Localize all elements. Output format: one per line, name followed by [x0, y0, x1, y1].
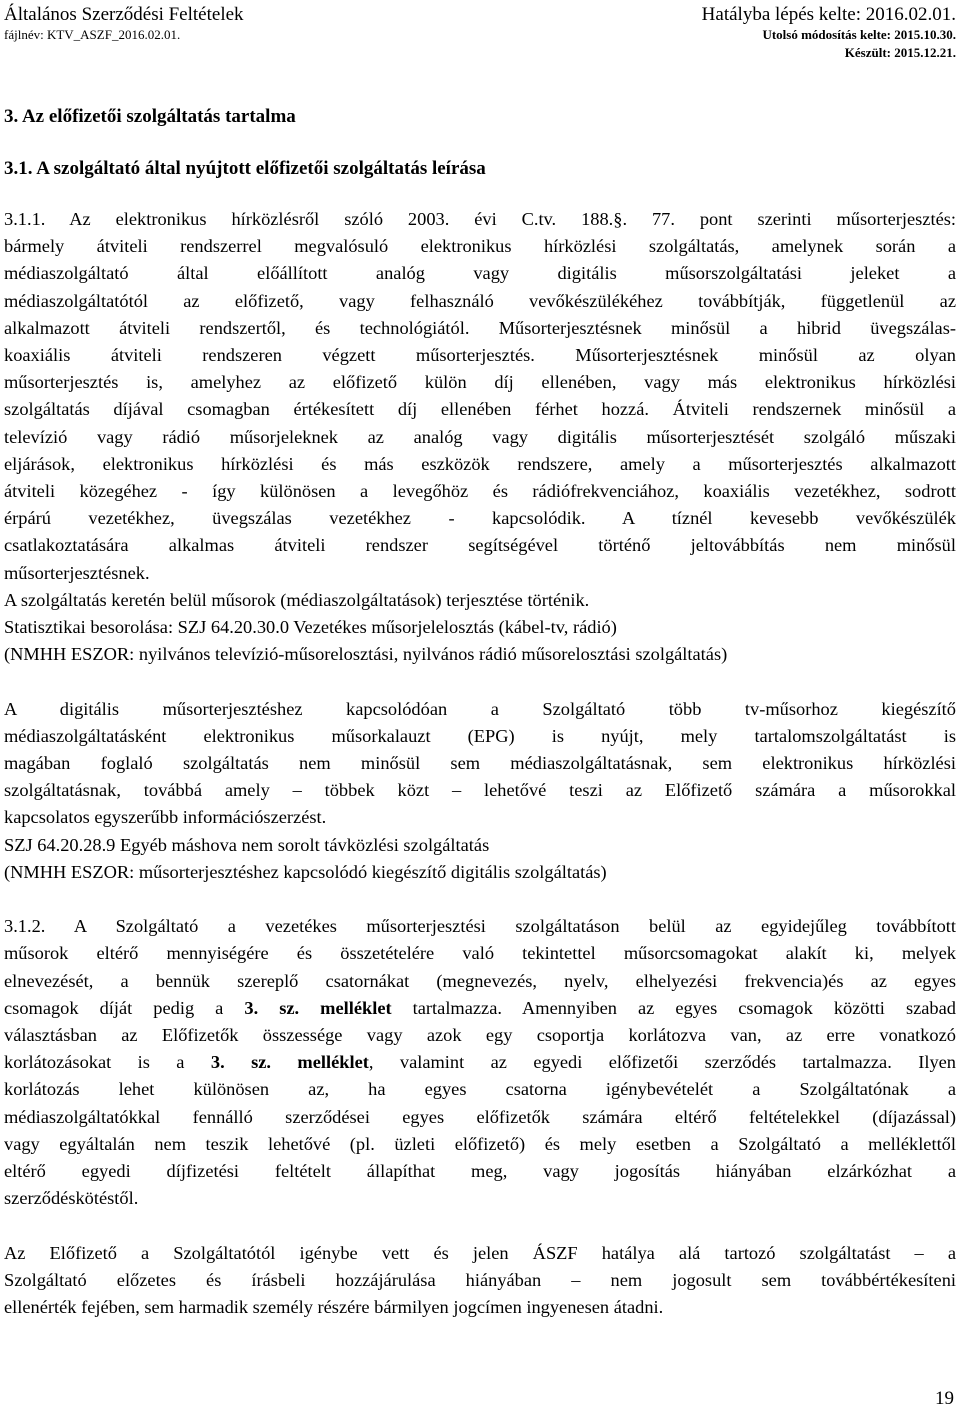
text-line: választásban az Előfizetők összessége vagy azok egy csoportja korlátozva van, az erre vonatkozó [4, 1025, 956, 1046]
text-line: műsorterjesztésnek. [4, 562, 150, 583]
text-line: SZJ 64.20.28.9 Egyéb máshova nem sorolt távközlési szolgáltatás [4, 834, 490, 855]
text-line: bármely átviteli rendszerrel megvalósuló elektronikus hírközlési szolgáltatás, amelynek során a [4, 236, 956, 257]
text-run: , valamint az egyedi előfizetői szerződés tartalmazza. Ilyen [368, 1052, 956, 1073]
text-line: elnevezését, a bennük szereplő csatornákat (megnevezés, nyelv, elhelyezési frekvencia)és az egyes [4, 970, 956, 991]
text-line: magában foglaló szolgáltatás nem minősül sem médiaszolgáltatásnak, sem elektronikus hírközlési [4, 753, 956, 774]
text-line: (NMHH ESZOR: műsorterjesztéshez kapcsolódó kiegészítő digitális szolgáltatás) [4, 861, 607, 882]
text-line: átviteli közegéhez - így különösen a levegőhöz és rádiófrekvenciához, koaxiális vezetékhez, sodrott [4, 481, 956, 502]
text-line: alkalmazott átviteli rendszertől, és technológiától. Műsorterjesztésnek minősül a hibrid üvegszálas- [4, 317, 956, 338]
text-line: vagy egyáltalán nem teszik lehetővé (pl. üzleti előfizető) és mely esetben a Szolgáltató a melléklettől [4, 1133, 956, 1154]
text-run: tartalmazza. Amennyiben az egyes csomagok közötti szabad [391, 997, 956, 1018]
text-line: Az Előfizető a Szolgáltatótól igénybe vett és jelen ÁSZF hatálya alá tartozó szolgáltatást – a [4, 1242, 956, 1263]
text-line: csatlakoztatására alkalmas átviteli rendszer segítségével történő jeltovábbítás nem minősül [4, 535, 956, 556]
header-right [702, 4, 956, 62]
text-line [4, 995, 956, 1022]
document-title: Általános Szerződési Feltételek [4, 4, 244, 25]
text-line: 3.1.1. Az elektronikus hírközlésről szóló 2003. évi C.tv. 188.§. 77. pont szerinti műsorterjesztés: [4, 209, 956, 229]
header-left [4, 4, 244, 44]
text-line: szerződéskötéstől. [4, 1188, 139, 1209]
text-line: eljárások, elektronikus hírközlési és más eszközök rendszere, amely a műsorterjesztés alkalmazott [4, 453, 956, 474]
file-name: fájlnév: KTV_ASZF_2016.02.01. [4, 27, 181, 42]
text-line: Szolgáltató előzetes és írásbeli hozzájárulása hiányában – nem jogosult sem továbbértékesíteni [4, 1269, 956, 1290]
subsection-title: 3.1. A szolgáltató által nyújtott előfizetői szolgáltatás leírása [4, 158, 486, 179]
text-line: 3.1.2. A Szolgáltató a vezetékes műsorterjesztési szolgáltatáson belül az egyidejűleg továbbított [4, 916, 956, 937]
text-line: Statisztikai besorolása: SZJ 64.20.30.0 Vezetékes műsorjelelosztás (kábel-tv, rádió) [4, 617, 617, 638]
text-line: szolgáltatás díjával csomagban értékesített díj ellenében férhet hozzá. Átviteli rendszernek minősül a [4, 399, 956, 420]
text-line: médiaszolgáltatásként elektronikus műsorkalauzt (EPG) is nyújt, mely tartalomszolgáltatást is [4, 725, 956, 746]
last-modified-date: Utolsó módosítás kelte: 2015.10.30. [762, 27, 956, 42]
annex-reference: 3. sz. melléklet [210, 1052, 369, 1073]
text-line: szolgáltatásnak, továbbá amely – többek közt – lehetővé teszi az Előfizető számára a műsorokkal [4, 780, 956, 801]
text-line: A szolgáltatás keretén belül műsorok (médiaszolgáltatások) terjesztése történik. [4, 589, 590, 610]
section-title: 3. Az előfizetői szolgáltatás tartalma [4, 106, 296, 127]
text-run: csomagok díját pedig a [4, 997, 245, 1018]
text-line: műsorok eltérő mennyiségére és összetételére való tekintettel műsorcsomagokat alakít ki, melyek [4, 943, 956, 964]
page-header [4, 4, 956, 68]
text-line: érpárú vezetékhez, üvegszálas vezetékhez - kapcsolódik. A tíznél kevesebb vevőkészülék [4, 508, 956, 529]
text-line: koaxiális átviteli rendszeren végzett műsorterjesztés. Műsorterjesztésnek minősül az olyan [4, 345, 956, 366]
text-line: (NMHH ESZOR: nyilvános televízió-műsorelosztási, nyilvános rádió műsorelosztási szolgáltatás) [4, 644, 728, 665]
text-line: eltérő egyedi díjfizetési feltételt állapíthat meg, vagy jogosítás hiányában elzárkózhat a [4, 1161, 956, 1182]
text-line: ellenérték fejében, sem harmadik személy részére bármilyen jogcímen ingyenesen átadni. [4, 1297, 664, 1318]
text-line: médiaszolgáltatótól az előfizető, vagy felhasználó vevőkészülékéhez továbbítják, függetlenül az [4, 290, 956, 311]
text-line: műsorterjesztés is, amelyhez az előfizető külön díj ellenében, vagy más elektronikus hírközlési [4, 372, 956, 393]
text-line: médiaszolgáltatókkal fennálló szerződései egyes előfizetők számára eltérő feltételekkel (díjazással) [4, 1106, 956, 1127]
annex-reference: 3. sz. melléklet [244, 997, 392, 1018]
text-line: korlátozás lehet különösen az, ha egyes csatorna igénybevételét a Szolgáltatónak a [4, 1079, 956, 1100]
text-line: A digitális műsorterjesztéshez kapcsolódóan a Szolgáltató több tv-műsorhoz kiegészítő [4, 698, 956, 719]
body-text [4, 206, 956, 1321]
page-number: 19 [935, 1388, 954, 1409]
created-date: Készült: 2015.12.21. [844, 45, 956, 60]
text-run: korlátozásokat is a [4, 1052, 211, 1073]
text-line: kapcsolatos egyszerűbb információszerzést. [4, 807, 327, 828]
text-line: televízió vagy rádió műsorjeleknek az analóg vagy digitális műsorterjesztését szolgáló műszaki [4, 426, 956, 447]
effective-date: Hatályba lépés kelte: 2016.02.01. [701, 4, 956, 25]
text-line: médiaszolgáltató által előállított analóg vagy digitális műsorszolgáltatási jeleket a [4, 263, 956, 284]
text-line [4, 1049, 956, 1076]
